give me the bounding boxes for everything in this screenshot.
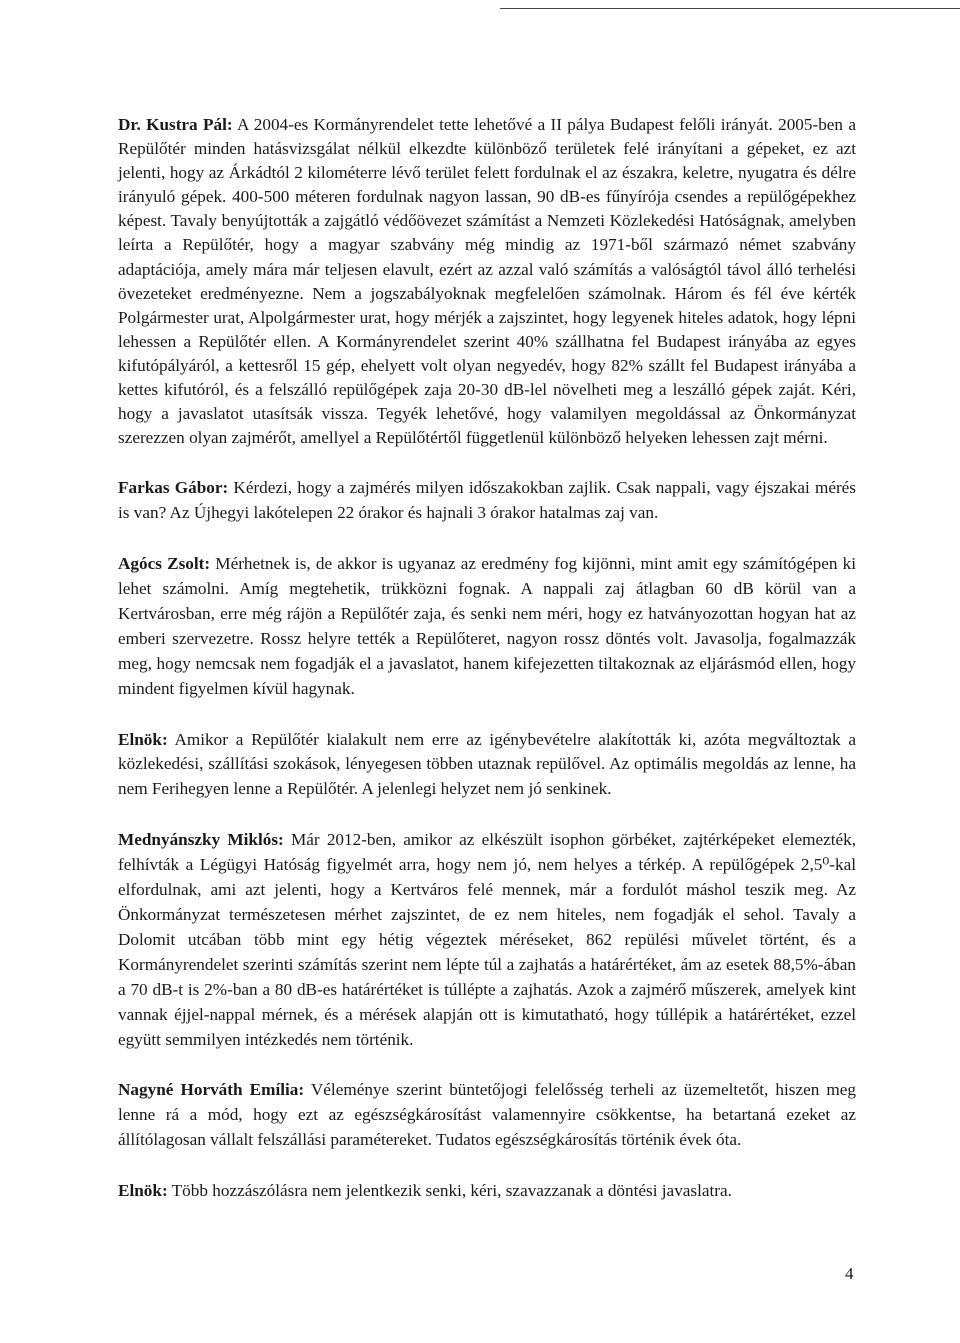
- paragraph-mednyanszky: [118, 828, 856, 1052]
- document-body: [118, 113, 856, 1230]
- top-rule: [500, 8, 960, 9]
- paragraph-text: Amikor a Repülőtér kialakult nem erre az igénybevételre alakították ki, azóta megváltoztak a közlekedési, szállítási szokások, lényegesen többen utaznak repülővel. Az optimális megoldás az lenne, ha nem Ferihegyen lenne a Repülőtér. A jelenlegi helyzet nem jó senkinek.: [118, 729, 856, 799]
- speaker-name: Dr. Kustra Pál:: [118, 115, 233, 134]
- paragraph-agocs: [118, 552, 856, 701]
- paragraph-elnok-2: [118, 1179, 856, 1204]
- paragraph-elnok-1: [118, 728, 856, 803]
- paragraph-farkas: [118, 476, 856, 526]
- paragraph-text: A 2004-es Kormányrendelet tette lehetővé a II pálya Budapest felőli irányát. 2005-ben a Repülőtér minden hatásvizsgálat nélkül elkezdte különböző területek felé irányítani a gépeket, ez azt jelenti, hogy az Árkádtól 2 kilométerre lévő terület felett fordulnak el az északra, keletre, nyugatra és délre irányuló gépek. 400-500 méteren fordulnak nagyon lassan, 90 dB-es fűnyírója csendes a repülőgépekhez képest. Tavaly benyújtották a zajgátló védőövezet számítást a Nemzeti Közlekedési Hatóságnak, amelyben leírta a Repülőtér, hogy a magyar szabvány még mindig az 1971-ből származó német szabvány adaptációja, amely mára már teljesen elavult, ezért az azzal való számítás a valóságtól távol álló terhelési övezeteket eredményezne. Nem a jogszabályoknak megfelelően számolnak. Három és fél éve kérték Polgármester urat, Alpolgármester urat, hogy mérjék a zajszintet, hogy legyenek hiteles adatok, hogy lépni lehessen a Repülőtér ellen. A Kormányrendelet szerint 40% szállhatna fel Budapest irányába az egyes kifutópályáról, a kettesről 15 gép, ehelyett volt olyan negyedév, hogy 82% szállt fel Budapest irányába a kettes kifutóról, és a felszálló repülőgépek zaja 20-30 dB-lel növelheti meg a leszálló gépek zaját. Kéri, hogy a javaslatot utasítsák vissza. Tegyék lehetővé, hogy valamilyen megoldással az Önkormányzat szerezzen olyan zajmérőt, amellyel a Repülőtértől függetlenül különböző helyeken lehessen zajt mérni.: [118, 115, 856, 448]
- speaker-name: Mednyánszky Miklós:: [118, 830, 284, 850]
- speaker-name: Elnök:: [118, 729, 168, 749]
- speaker-name: Farkas Gábor:: [118, 478, 229, 498]
- paragraph-text: Mérhetnek is, de akkor is ugyanaz az eredmény fog kijönni, mint amit egy számítógépen ki lehet számolni. Amíg megtehetik, trükközni fognak. A nappali zaj átlagban 60 dB körül van a Kertvárosban, erre még rájön a Repülőtér zaja, és senki nem méri, hogy ez hatványozottan hogyan hat az emberi szervezetre. Rossz helyre tették a Repülőteret, nagyon rossz döntés volt. Javasolja, fogalmazzák meg, hogy nemcsak nem fogadják el a javaslatot, hanem kifejezetten tiltakoznak az eljárásmód ellen, hogy mindent figyelmen kívül hagynak.: [118, 554, 856, 698]
- paragraph-text: Véleménye szerint büntetőjogi felelősség terheli az üzemeltetőt, hiszen meg lenne rá a mód, hogy ezt az egészségkárosítást valamennyire csökkentse, ha betartaná ezeket az állítólagosan vállalt felszállási paramétereket. Tudatos egészségkárosítás történik évek óta.: [118, 1080, 856, 1150]
- paragraph-kustra: [118, 113, 856, 450]
- paragraph-text: Már 2012-ben, amikor az elkészült isophon görbéket, zajtérképeket elemezték, felhívták a Légügyi Hatóság figyelmét arra, hogy nem jó, nem helyes a térkép. A repülőgépek 2,5⁰-kal elfordulnak, ami azt jelenti, hogy a Kertváros felé mennek, már a fordulót máshol teszik meg. Az Önkormányzat természetesen mérhet zajszintet, de ez nem hiteles, nem fogadják el sehol. Tavaly a Dolomit utcában több mint egy hétig végeztek méréseket, 862 repülési művelet történt, és a Kormányrendelet szerinti számítás szerint nem lépte túl a zajhatás a határértéket, ám az esetek 88,5%-ában a 70 dB-t is 2%-ban a 80 dB-es határértéket is túllépte a zajhatás. Azok a zajmérő műszerek, amelyek kint vannak éjjel-nappal mérnek, és a mérések alapján ott is kimutatható, hogy túllépik a határértéket, ezzel együtt semmilyen intézkedés nem történik.: [118, 830, 856, 1049]
- speaker-name: Agócs Zsolt:: [118, 554, 211, 574]
- speaker-name: Nagyné Horváth Emília:: [118, 1080, 305, 1100]
- paragraph-text: Kérdezi, hogy a zajmérés milyen időszakokban zajlik. Csak nappali, vagy éjszakai mérés is van? Az Újhegyi lakótelepen 22 órakor és hajnali 3 órakor hatalmas zaj van.: [118, 478, 856, 523]
- page-number: 4: [845, 1264, 854, 1283]
- paragraph-text: Több hozzászólásra nem jelentkezik senki, kéri, szavazzanak a döntési javaslatra.: [167, 1181, 732, 1201]
- speaker-name: Elnök:: [118, 1181, 168, 1201]
- paragraph-nagyne: [118, 1078, 856, 1153]
